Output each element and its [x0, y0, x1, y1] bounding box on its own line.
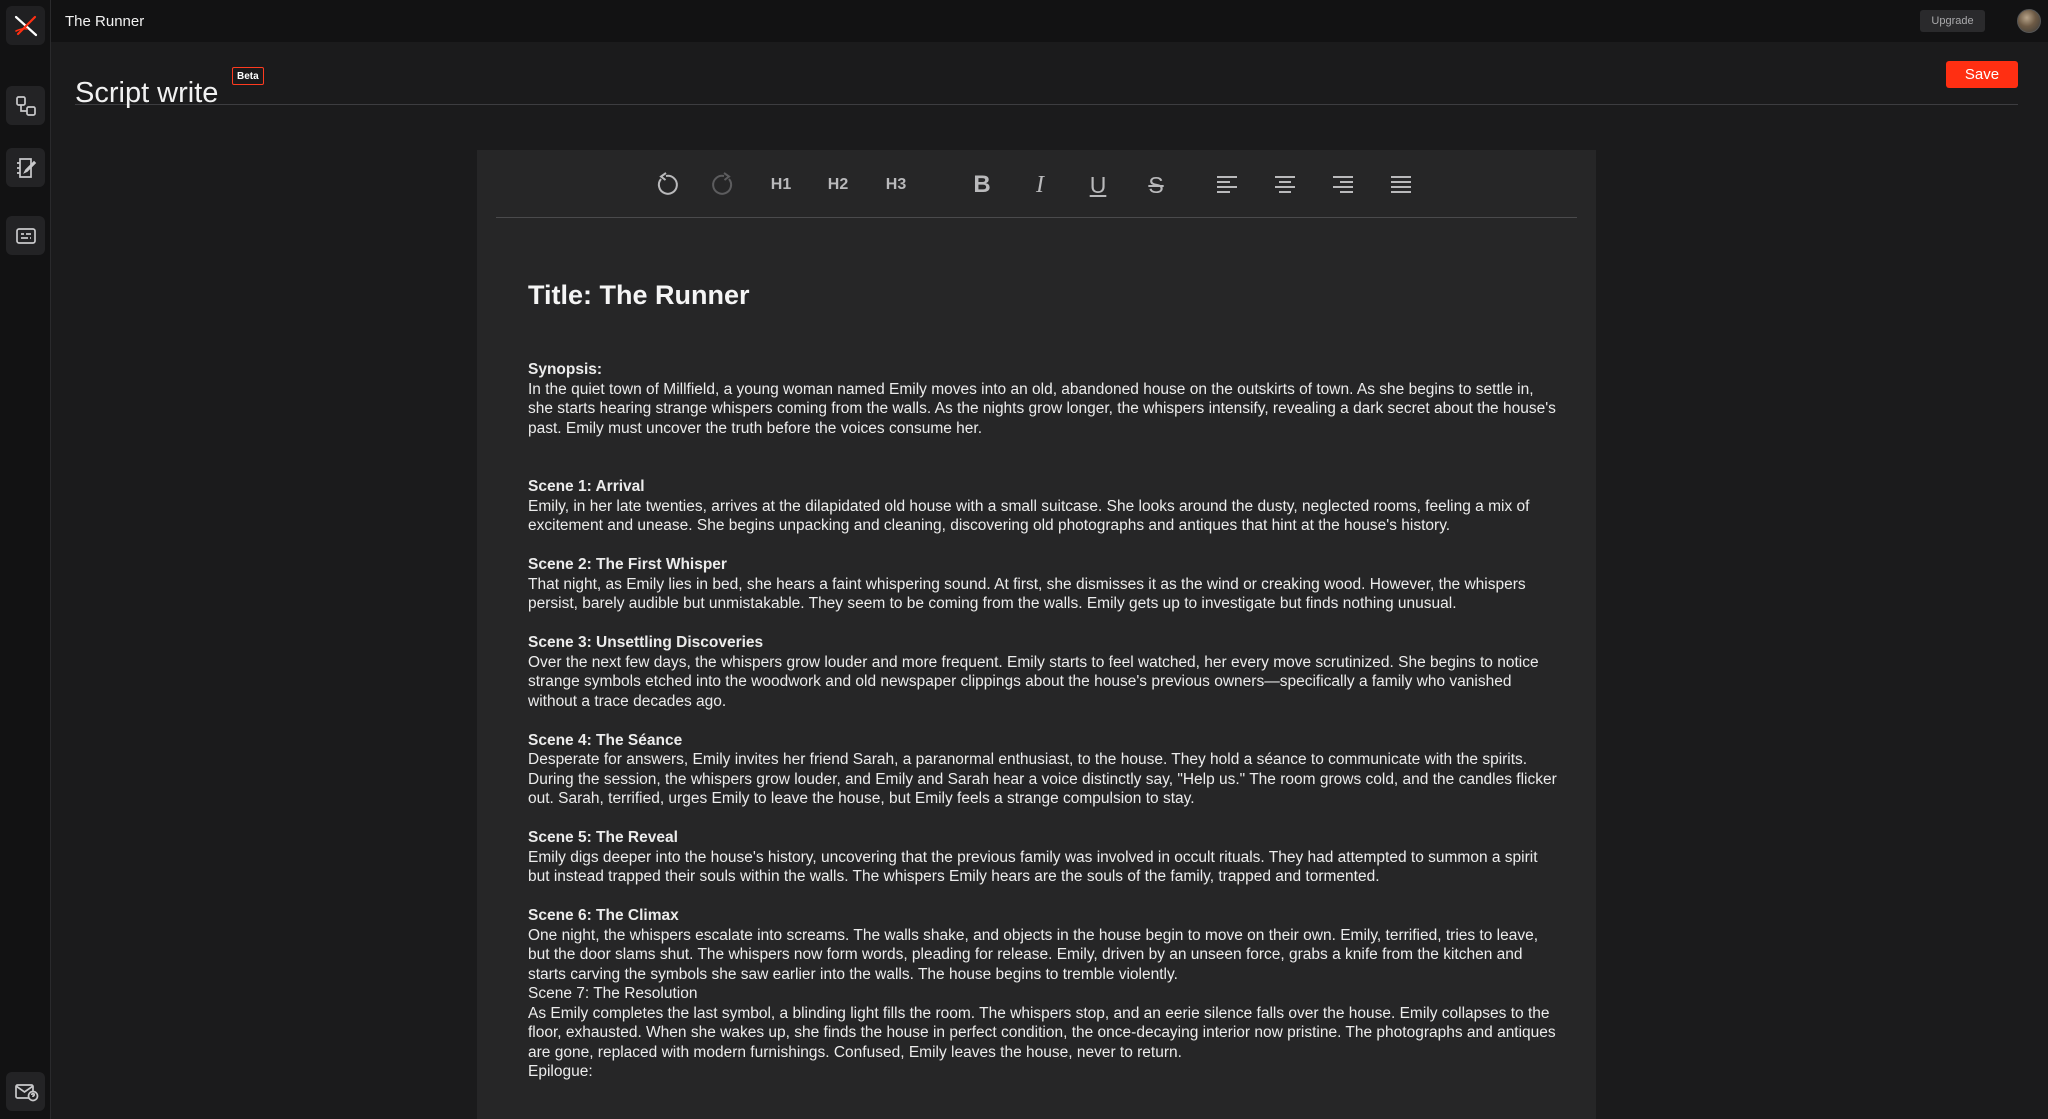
scene-block — [528, 633, 1558, 711]
scene-text: Over the next few days, the whispers grow louder and more frequent. Emily starts to feel watched, her every move scrutinized. She begins to notice strange symbols etched into the woodwork and old newspaper clippings about the house's previous owners—specifically a family who vanished without a trace decades ago. — [528, 653, 1539, 710]
scene-heading: Scene 3: Unsettling Discoveries — [528, 634, 764, 651]
heading-1-button[interactable]: H1 — [770, 176, 792, 193]
document-title: Title: The Runner — [528, 280, 750, 310]
align-right-icon[interactable] — [1326, 168, 1360, 202]
editor-toolbar — [496, 150, 1577, 218]
epilogue-heading: Epilogue: — [528, 1063, 593, 1080]
heading-2-button[interactable]: H2 — [827, 176, 849, 193]
scene-text: That night, as Emily lies in bed, she hears a faint whispering sound. At first, she dismisses it as the wind or creaking wood. However, the whispers persist, barely audible but unmistakable. They seem to be coming from the walls. Emily gets up to investigate but finds nothing unusual. — [528, 575, 1526, 612]
underline-button[interactable]: U — [1089, 171, 1107, 198]
scene-block — [528, 984, 1558, 1082]
beta-badge: Beta — [232, 67, 264, 85]
save-button[interactable]: Save — [1946, 61, 2018, 88]
scene-heading: Scene 1: Arrival — [528, 478, 645, 495]
redo-icon[interactable] — [707, 168, 741, 202]
scene-text: Emily digs deeper into the house's history, uncovering that the previous family was involved in occult rituals. They had attempted to summon a spirit but instead trapped their souls within the walls. The whispers Emily hears are the souls of the family, trapped and tormented. — [528, 848, 1538, 885]
strikethrough-button[interactable]: S — [1148, 171, 1164, 198]
italic-button[interactable]: I — [1036, 171, 1044, 198]
synopsis-text: In the quiet town of Millfield, a young woman named Emily moves into an old, abandoned house on the outskirts of town. As she begins to settle in, she starts hearing strange whispers coming from the walls. As the nights grow longer, the whispers intensify, revealing a dark secret about the house's past. Emily must uncover the truth before the voices consume her. — [528, 380, 1556, 437]
align-justify-icon[interactable] — [1384, 168, 1418, 202]
script-editor — [477, 150, 1596, 1119]
bold-button[interactable]: B — [973, 171, 991, 198]
document-body[interactable] — [528, 278, 1558, 1082]
scene-text: Emily, in her late twenties, arrives at the dilapidated old house with a small suitcase. She looks around the dusty, neglected rooms, feeling a mix of excitement and unease. She begins unpacking and cleaning, discovering old photographs and antiques that hint at the house's history. — [528, 497, 1530, 534]
scene-text: One night, the whispers escalate into screams. The walls shake, and objects in the house begin to move on their own. Emily, terrified, tries to leave, but the door slams shut. The whispers now form words, pleading for release. Emily, driven by an unseen force, grabs a knife from the kitchen and starts carving the symbols she saw earlier into the walls. The house begins to tremble violently. — [528, 926, 1539, 983]
notebook-pen-icon[interactable] — [6, 148, 45, 187]
avatar[interactable] — [2017, 9, 2041, 33]
scene-heading: Scene 5: The Reveal — [528, 829, 678, 846]
page-title: Script write — [75, 77, 219, 110]
scene-block — [528, 555, 1558, 614]
project-title: The Runner — [65, 13, 145, 30]
upgrade-button[interactable]: Upgrade — [1920, 10, 1985, 32]
synopsis-heading: Synopsis: — [528, 361, 603, 378]
page-header — [75, 42, 2018, 110]
mail-question-icon[interactable] — [6, 1072, 45, 1111]
scene-heading: Scene 4: The Séance — [528, 731, 683, 749]
align-left-icon[interactable] — [1210, 168, 1244, 202]
caption-card-icon[interactable] — [6, 216, 45, 255]
scene-block — [528, 477, 1558, 536]
scene-heading: Scene 7: The Resolution — [528, 985, 698, 1002]
scene-block — [528, 906, 1558, 984]
scene-text: Desperate for answers, Emily invites her friend Sarah, a paranormal enthusiast, to the house. They hold a séance to communicate with the spirits. During the session, the whispers grow louder, and Emily and Sarah hear a voice distinctly say, "Help us." The room grows cold, and the candles flicker out. Sarah, terrified, urges Emily to leave the house, but Emily feels a strange compulsion to stay. — [528, 751, 1557, 807]
flow-icon[interactable] — [6, 86, 45, 125]
scene-heading: Scene 2: The First Whisper — [528, 556, 727, 573]
top-bar — [51, 0, 2048, 42]
logo-x-icon[interactable] — [6, 6, 45, 45]
scene-text: As Emily completes the last symbol, a blinding light fills the room. The whispers stop, and an eerie silence falls over the house. Emily collapses to the floor, exhausted. When she wakes up, she finds the house in perfect condition, the once-decaying interior now pristine. The photographs and antiques are gone, replaced with modern furnishings. Confused, Emily leaves the house, never to return. — [528, 1004, 1556, 1061]
scene-block — [528, 828, 1558, 887]
scene-heading: Scene 6: The Climax — [528, 907, 679, 924]
align-center-icon[interactable] — [1268, 168, 1302, 202]
scene-block — [528, 731, 1558, 809]
left-rail — [0, 0, 51, 1119]
undo-icon[interactable] — [649, 168, 683, 202]
synopsis-block — [528, 360, 1558, 438]
heading-3-button[interactable]: H3 — [885, 176, 907, 193]
